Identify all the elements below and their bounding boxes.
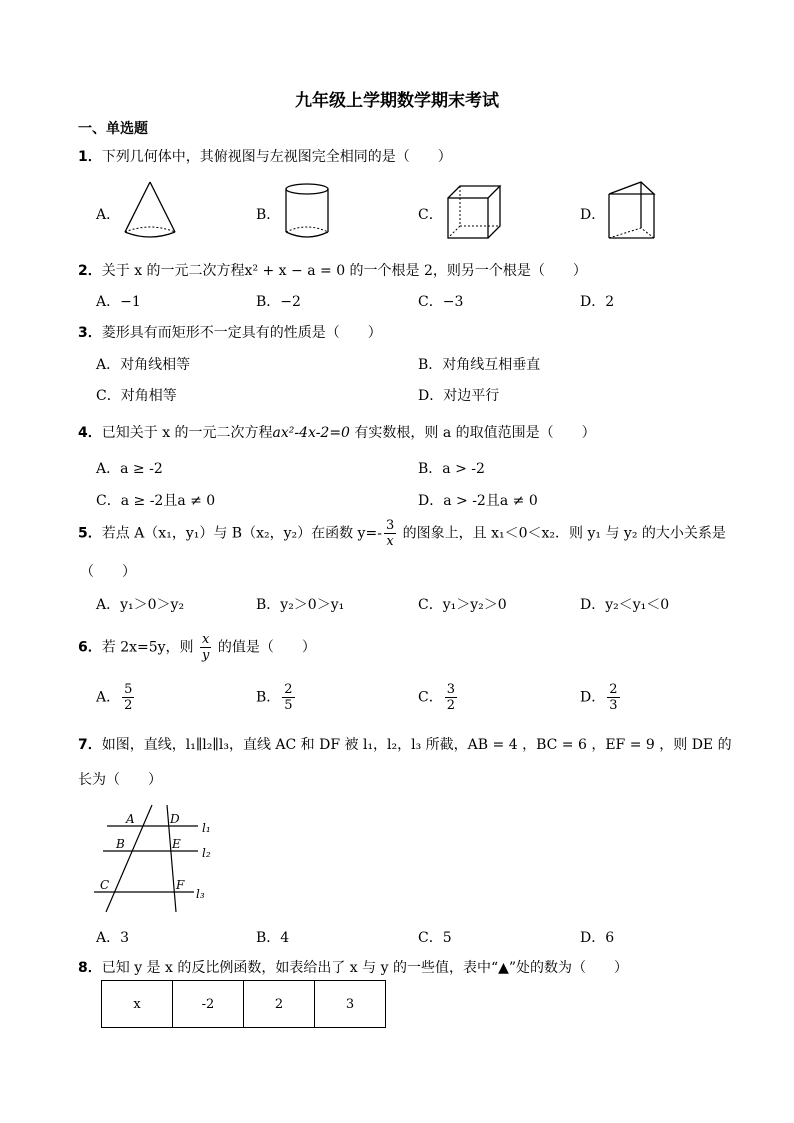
question-number: 5．	[78, 525, 102, 542]
section-heading: 一、单选题	[78, 121, 148, 137]
option-c[interactable]	[418, 682, 459, 713]
option-a[interactable]: A．	[96, 207, 121, 223]
question-text: 若点 A（x₁，y₁）与 B（x₂，y₂）在函数 y=-	[101, 525, 382, 542]
question-7	[78, 734, 732, 754]
option-b[interactable]: B．4	[256, 930, 290, 946]
option-letter: C．	[418, 689, 443, 706]
question-text: 有实数根，则 a 的取值范围是（ ）	[349, 425, 596, 441]
question-text: 若 2x=5y，则	[101, 639, 194, 656]
question-text: 的图象上，且 x₁＜0＜x₂．则 y₁ 与 y₂ 的大小关系是	[398, 525, 726, 542]
fraction	[384, 518, 396, 549]
parallel-lines-figure	[90, 800, 230, 920]
fraction-numerator: 3	[446, 682, 455, 697]
option-b[interactable]: B．−2	[256, 294, 301, 310]
cylinder-icon	[282, 182, 332, 242]
fraction	[607, 682, 619, 713]
option-d[interactable]	[580, 682, 622, 713]
label-l2: l₂	[202, 846, 211, 860]
option-d[interactable]: D．6	[580, 930, 615, 946]
option-c[interactable]: C．	[418, 207, 443, 223]
question-number: 6．	[78, 639, 102, 656]
fraction-denominator: 3	[609, 698, 618, 713]
option-d[interactable]: D．a > -2且a ≠ 0	[418, 493, 538, 509]
value-table	[101, 980, 386, 1028]
page-title: 九年级上学期数学期末考试	[295, 91, 499, 111]
question-number: 8．	[78, 960, 102, 976]
question-text: 已知关于 x 的一元二次方程	[101, 425, 273, 441]
fraction-numerator: 3	[385, 518, 395, 533]
option-b[interactable]: B．对角线互相垂直	[418, 357, 541, 373]
option-c[interactable]: C．5	[418, 930, 452, 946]
option-b[interactable]	[256, 682, 297, 713]
option-d[interactable]: D．y₂＜y₁＜0	[580, 597, 670, 613]
question-number: 1．	[78, 149, 102, 165]
question-6	[78, 632, 316, 663]
option-a[interactable]: A．对角线相等	[96, 357, 191, 373]
option-c[interactable]: C．对角相等	[96, 388, 177, 404]
question-3	[78, 322, 382, 342]
option-letter: B．	[256, 689, 281, 706]
cube-icon	[446, 184, 502, 240]
table-cell: 2	[244, 981, 315, 1028]
question-number: 3．	[78, 325, 102, 341]
question-8	[78, 957, 628, 977]
question-1	[78, 146, 452, 166]
cone-icon	[120, 180, 180, 240]
fraction-numerator: 5	[124, 682, 133, 697]
fraction-denominator: 2	[446, 698, 455, 713]
fraction	[200, 632, 211, 663]
label-c: C	[100, 878, 110, 892]
question-text-continued: 长为（ ）	[78, 772, 162, 788]
fraction	[122, 682, 134, 713]
table-row	[102, 981, 386, 1028]
option-d[interactable]: D．	[580, 207, 606, 223]
table-cell: -2	[173, 981, 244, 1028]
option-a[interactable]: A．a ≥ -2	[96, 461, 163, 477]
label-d: D	[170, 812, 180, 826]
option-a[interactable]	[96, 682, 136, 713]
question-text: 已知 y 是 x 的反比例函数，如表给出了 x 与 y 的一些值，表中“▲”处的数为（ ）	[101, 960, 629, 976]
option-c[interactable]: C．a ≥ -2且a ≠ 0	[96, 493, 216, 509]
label-l3: l₃	[196, 887, 205, 901]
question-text: 如图，直线，l₁∥l₂∥l₃，直线 AC 和 DF 被 l₁，l₂，l₃ 所截，AB = 4 ，BC = 6 ，EF = 9 ，则 DE 的	[101, 737, 732, 753]
option-b[interactable]: B．a > -2	[418, 461, 485, 477]
question-2	[78, 260, 587, 280]
question-number: 2．	[78, 263, 102, 279]
label-l1: l₁	[202, 821, 211, 835]
option-b[interactable]: B．y₂＞0＞y₁	[256, 597, 345, 613]
triangular-prism-icon	[606, 180, 658, 242]
question-number: 4．	[78, 425, 102, 441]
label-e: E	[172, 837, 181, 851]
option-a[interactable]: A．−1	[96, 294, 141, 310]
option-letter: D．	[580, 689, 606, 706]
fraction-denominator: 2	[124, 698, 133, 713]
question-number: 7．	[78, 737, 102, 753]
question-text: 菱形具有而矩形不一定具有的性质是（ ）	[101, 325, 382, 341]
question-4	[78, 422, 596, 442]
fraction	[445, 682, 457, 713]
question-text: 下列几何体中，其俯视图与左视图完全相同的是（ ）	[101, 149, 452, 165]
option-c[interactable]: C．y₁＞y₂＞0	[418, 597, 507, 613]
option-d[interactable]: D．对边平行	[418, 388, 500, 404]
fraction-denominator: 5	[284, 698, 293, 713]
question-text-continued: （ ）	[80, 564, 136, 580]
option-b[interactable]: B．	[256, 207, 281, 223]
fraction-numerator: 2	[284, 682, 293, 697]
question-text: 的值是（ ）	[217, 639, 316, 656]
option-a[interactable]: A．3	[96, 930, 130, 946]
equation: ax²-4x-2=0	[272, 425, 350, 441]
option-a[interactable]: A．y₁＞0＞y₂	[96, 597, 185, 613]
question-5	[78, 518, 726, 549]
option-c[interactable]: C．−3	[418, 294, 464, 310]
fraction	[282, 682, 294, 713]
fraction-denominator: y	[202, 648, 210, 663]
table-cell: 3	[315, 981, 386, 1028]
fraction-numerator: x	[202, 632, 210, 647]
option-d[interactable]: D．2	[580, 294, 615, 310]
fraction-numerator: 2	[609, 682, 618, 697]
label-a: A	[126, 812, 135, 826]
fraction-denominator: x	[386, 534, 394, 549]
question-text: 关于 x 的一元二次方程x² + x − a = 0 的一个根是 2，则另一个根是（ ）	[101, 263, 587, 279]
label-b: B	[116, 837, 125, 851]
label-f: F	[176, 878, 185, 892]
table-cell: x	[102, 981, 173, 1028]
option-letter: A．	[96, 689, 121, 706]
